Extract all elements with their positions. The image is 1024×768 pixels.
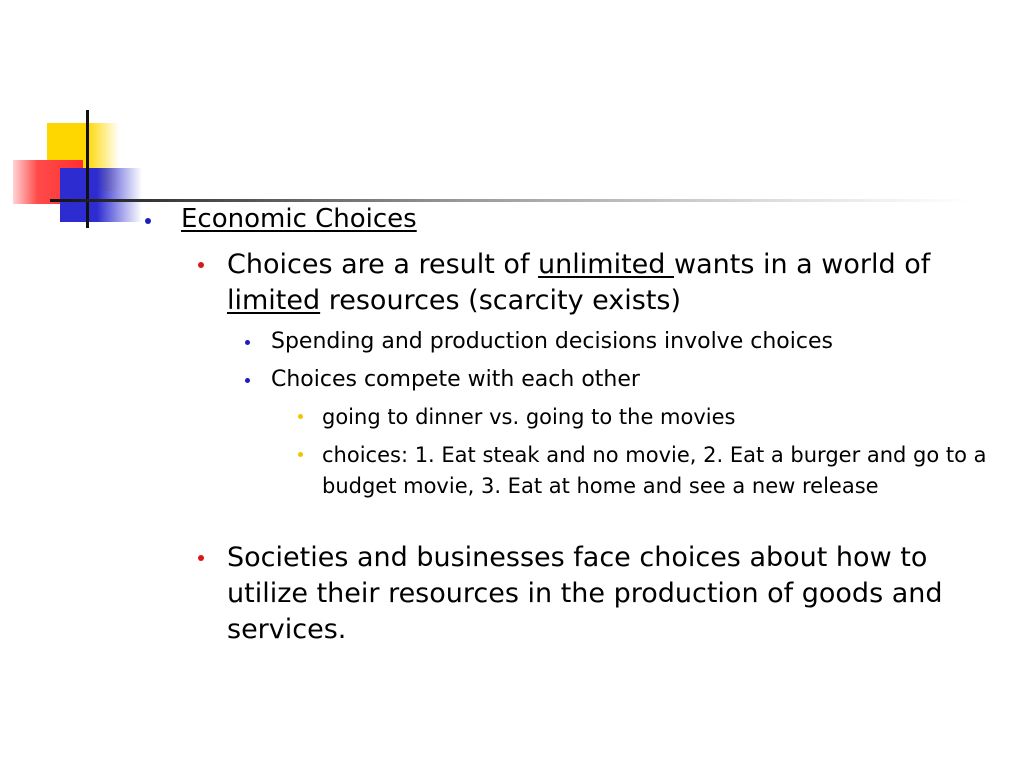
decorative-blue-square bbox=[60, 168, 142, 222]
outline-item-choices-result bbox=[227, 247, 987, 319]
bullet-dot-icon bbox=[198, 262, 204, 268]
limited-emphasis: limited bbox=[227, 285, 321, 316]
bullet-dot-icon bbox=[298, 452, 303, 457]
outline-item-societies-businesses bbox=[227, 540, 987, 648]
bullet-dot-icon bbox=[145, 218, 151, 224]
heading-text: Economic Choices bbox=[181, 204, 417, 234]
sub-point-text: Spending and production decisions involve choices bbox=[271, 329, 833, 354]
point-text-part: wants in a world of bbox=[674, 249, 931, 280]
point-text bbox=[227, 247, 987, 319]
outline-item-economic-choices bbox=[181, 201, 417, 237]
outline-item-dinner-vs-movies bbox=[322, 402, 992, 433]
bullet-dot-icon bbox=[298, 414, 303, 419]
outline-item-spending-decisions bbox=[271, 327, 971, 357]
unlimited-emphasis: unlimited bbox=[538, 249, 674, 280]
example-text: going to dinner vs. going to the movies bbox=[322, 405, 736, 429]
decorative-vertical-line bbox=[86, 110, 89, 228]
point-text-part: resources (scarcity exists) bbox=[320, 285, 682, 316]
point-text-part: Choices are a result of bbox=[227, 249, 539, 280]
bullet-dot-icon bbox=[245, 378, 250, 383]
point-text: Societies and businesses face choices about how to utilize their resources in the production of goods and services. bbox=[227, 542, 943, 645]
bullet-dot-icon bbox=[198, 555, 204, 561]
sub-point-text: Choices compete with each other bbox=[271, 367, 640, 392]
outline-item-choice-options bbox=[322, 440, 992, 502]
outline-item-choices-compete bbox=[271, 365, 971, 395]
example-text: choices: 1. Eat steak and no movie, 2. Eat a burger and go to a budget movie, 3. Eat at home and see a new release bbox=[322, 443, 987, 498]
bullet-dot-icon bbox=[245, 340, 250, 345]
